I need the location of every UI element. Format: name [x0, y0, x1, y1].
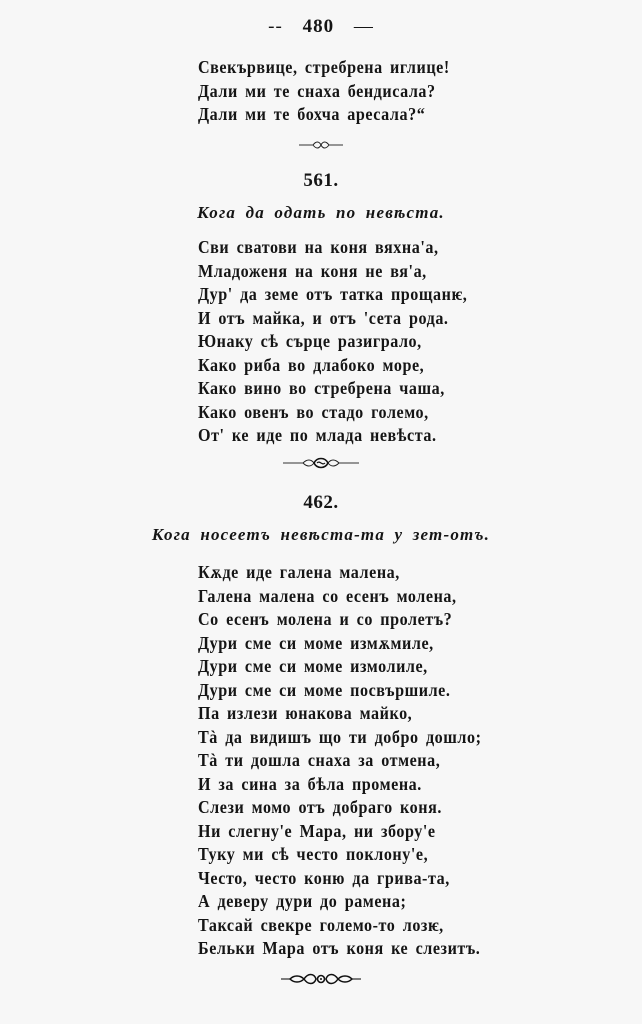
verse-line: Юнаку сѣ сърце разиграло, [198, 331, 422, 351]
song-title: Кога да одать по невѣста. [197, 203, 445, 222]
header-dash-left: -- [268, 16, 289, 37]
verse-line: Туку ми сѣ често поклону'е, [198, 844, 429, 864]
verse-line: От' ке иде по млада невѣста. [198, 425, 437, 445]
verse-line: Сви сватови на коня вяхна'а, [198, 237, 439, 257]
verse-line: Тà да видишъ що ти добро дошло; [198, 726, 482, 747]
verse-line: Дури сме си моме посвършиле. [198, 679, 451, 700]
song-number: 561. [303, 170, 339, 191]
verse-line: Дали ми те бохча аресала?“ [198, 104, 426, 124]
verse-line: Па излези юнакова майко, [198, 703, 413, 723]
verse-line: Со есенъ молена и со пролетъ? [198, 609, 453, 629]
end-flourish-icon [0, 972, 642, 986]
verse-line: Кѫде иде галена малена, [198, 562, 400, 582]
verse-line: Дури сме си моме измѫмиле, [198, 632, 434, 653]
verse-line: Дали ми те снаха бендисала? [198, 80, 436, 101]
verse-line: Дур' да земе отъ татка прощанѥ, [198, 284, 468, 304]
verse-line: Ни слегну'е Мара, ни збору'е [198, 820, 436, 841]
verse-line: Таксай свекре големо-то лозѥ, [198, 914, 444, 935]
verse-line: Често, често коню да грива-та, [198, 867, 450, 888]
song-verse [198, 236, 467, 448]
verse-line: Како вино во стребрена чаша, [198, 378, 445, 398]
song-number: 462. [303, 492, 339, 513]
verse-line: Слези момо отъ добраго коня. [198, 797, 442, 817]
song-title: Кога носеетъ невѣста-та у зет-отъ. [151, 525, 491, 544]
verse-line: И за сина за бѣла промена. [198, 773, 422, 794]
verse-line: Свекървице, стребрена иглице! [198, 57, 450, 77]
continuation-verse [198, 56, 450, 127]
verse-line: А деверу дури до рамена; [198, 891, 407, 911]
small-flourish-icon [0, 140, 642, 150]
song-verse [198, 561, 481, 961]
medium-flourish-icon [0, 457, 642, 469]
verse-line: Тà ти дошла снаха за отмена, [198, 750, 441, 770]
verse-line: Бельки Мара отъ коня ке слезитъ. [198, 938, 481, 958]
verse-line: Како овенъ во стадо големо, [198, 401, 429, 422]
verse-line: Како риба во длабоко море, [198, 354, 425, 375]
verse-line: Галена малена со есенъ молена, [198, 585, 457, 606]
header-dash-right: — [353, 16, 374, 37]
verse-line: Дури сме си моме измолиле, [198, 656, 428, 676]
verse-line: Младоженя на коня не вя'а, [198, 260, 427, 281]
verse-line: И отъ майка, и отъ 'сета рода. [198, 307, 449, 328]
page-header [0, 16, 642, 38]
page-number: 480 [302, 16, 335, 37]
